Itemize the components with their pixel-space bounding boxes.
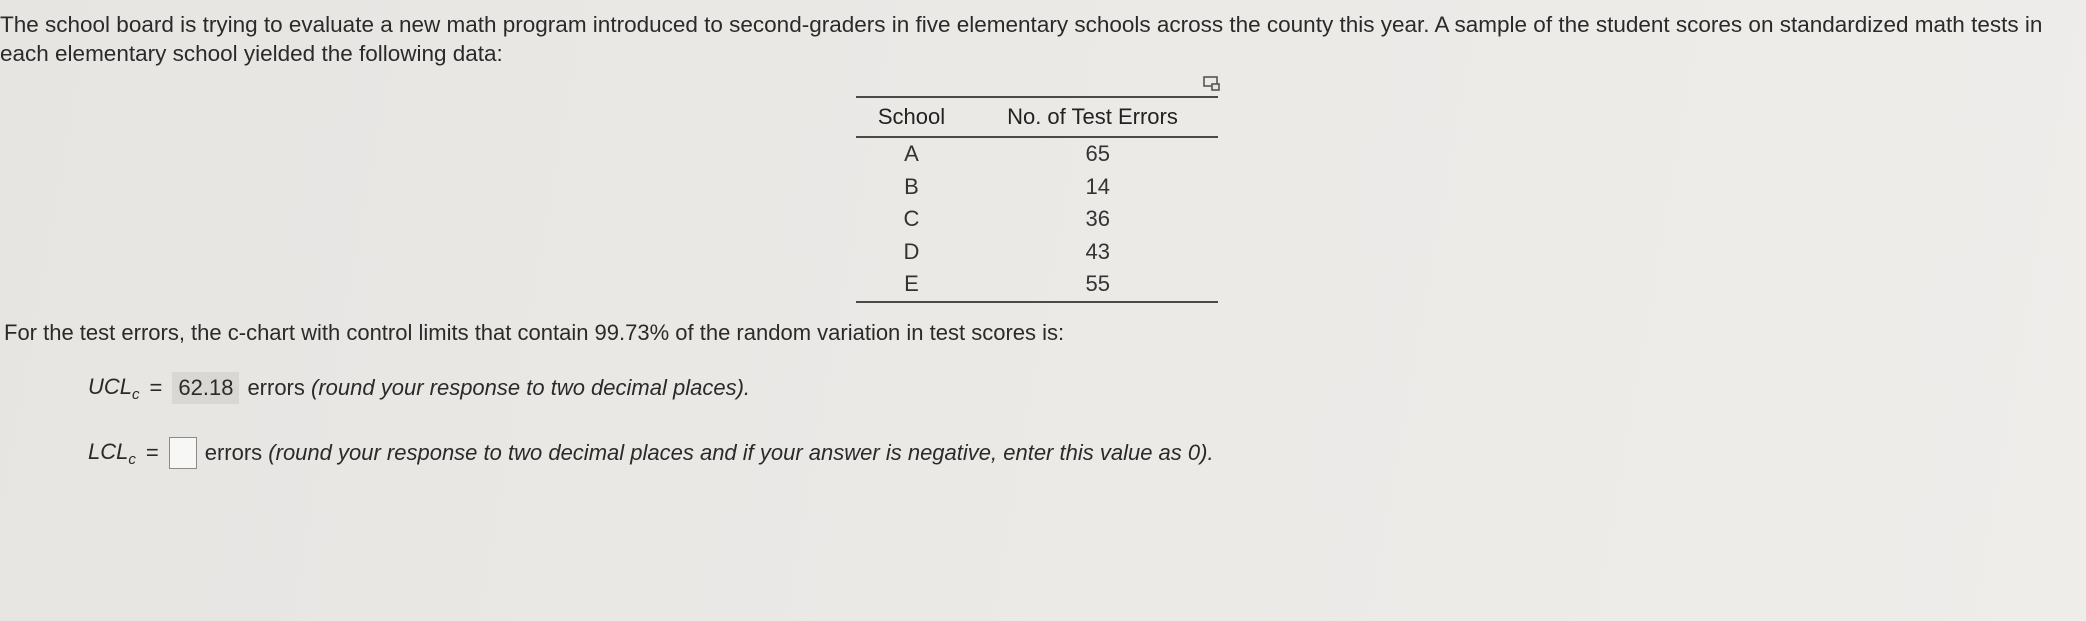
school-cell: D [903, 238, 920, 264]
table-row [856, 236, 1218, 269]
school-cell: C [903, 206, 920, 232]
lcl-equals: = [145, 440, 159, 465]
ucl-unit: errors [247, 375, 305, 400]
table-row [856, 171, 1218, 204]
school-cell: E [856, 268, 967, 302]
errors-cell: 65 [1085, 141, 1110, 167]
table-row [856, 268, 1218, 302]
lcl-label: $LCL_c$ [88, 438, 136, 468]
lcl-answer-input[interactable] [169, 437, 197, 469]
ucl-equals: = [149, 375, 163, 400]
errors-cell: 43 [1085, 238, 1110, 264]
test-errors-table [856, 96, 1218, 303]
header-test-errors: No. of Test Errors [967, 97, 1218, 137]
table-header-row [856, 97, 1218, 137]
errors-cell: 14 [1085, 173, 1110, 199]
ucl-label: $UCL_c$ [88, 373, 140, 403]
copy-data-icon[interactable] [1203, 76, 1221, 92]
lcl-instruction: (round your response to two decimal places and if your answer is negative, enter this value as 0). [268, 440, 1214, 465]
errors-cell: 36 [1085, 206, 1110, 232]
ucl-answer-line [88, 372, 750, 404]
school-cell: A [904, 141, 919, 167]
errors-cell: 55 [967, 268, 1218, 302]
table-row [856, 203, 1218, 236]
question-text: For the test errors, the c-chart with control limits that contain 99.73% of the random variation in test scores is: [4, 320, 1065, 345]
lcl-answer-line [88, 437, 1214, 469]
table-row [856, 137, 1218, 171]
school-cell: B [904, 173, 919, 199]
data-table-container [856, 96, 1218, 303]
ucl-answer-field[interactable]: 62.18 [172, 372, 239, 404]
ucl-instruction: (round your response to two decimal places). [311, 375, 751, 400]
problem-statement: The school board is trying to evaluate a new math program introduced to second-graders in five elementary schools across the county this year. A sample of the student scores on standardized math tests in each elementary school yielded the following data: [0, 12, 2043, 66]
lcl-unit: errors [204, 440, 263, 465]
header-school: School [856, 97, 967, 137]
